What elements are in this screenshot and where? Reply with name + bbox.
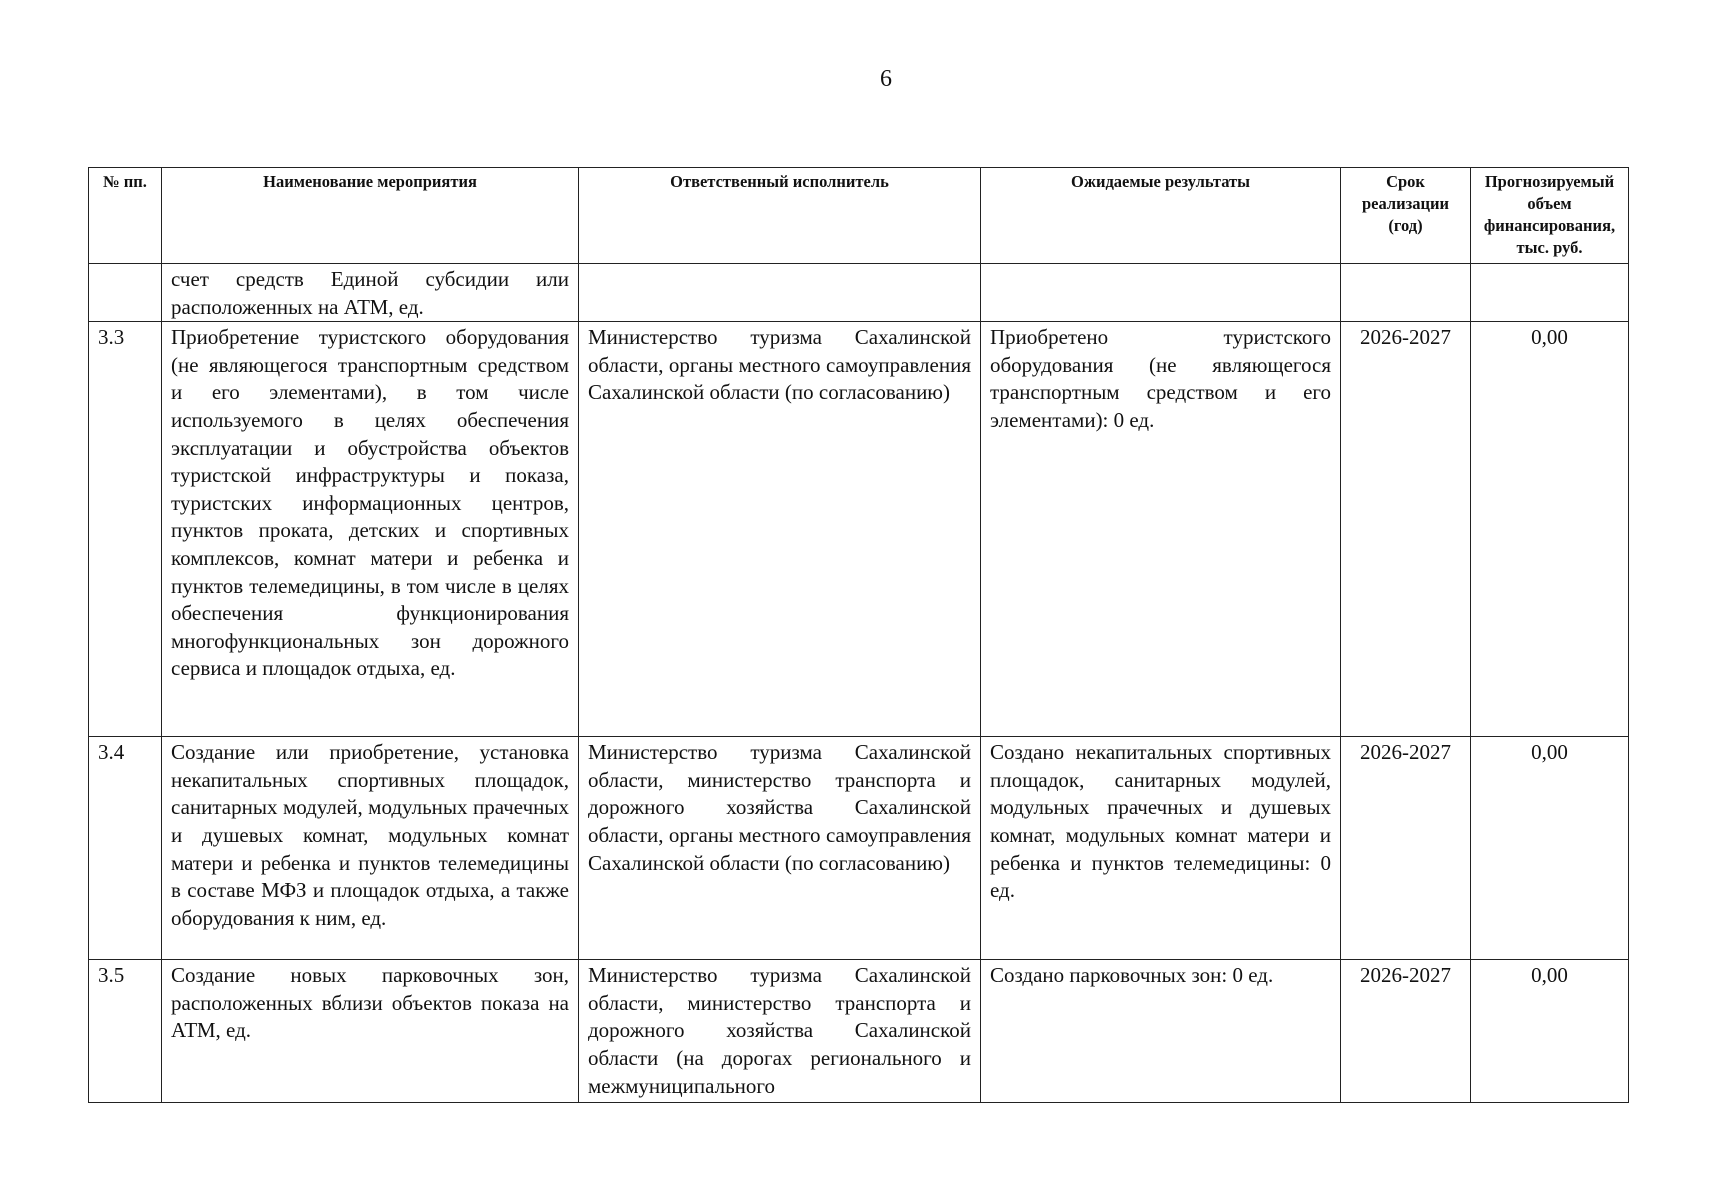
header-executor: Ответственный исполнитель — [579, 168, 981, 264]
cell-results — [981, 264, 1341, 322]
cell-num: 3.3 — [89, 322, 162, 737]
cell-results: Приобретено туристского оборудования (не являющегося транспортным средством и его элементами): 0 ед. — [981, 322, 1341, 737]
cell-num: 3.5 — [89, 960, 162, 1103]
activities-table — [88, 167, 1629, 1103]
header-num: № пп. — [89, 168, 162, 264]
cell-period: 2026-2027 — [1341, 322, 1471, 737]
cell-name: Создание новых парковочных зон, расположенных вблизи объектов показа на АТМ, ед. — [162, 960, 579, 1103]
cell-num — [89, 264, 162, 322]
cell-executor: Министерство туризма Сахалинской области, органы местного самоуправления Сахалинской области (по согласованию) — [579, 322, 981, 737]
cell-executor: Министерство туризма Сахалинской области, министерство транспорта и дорожного хозяйства Сахалинской области, органы местного самоуправления Сахалинской области (по согласованию) — [579, 737, 981, 960]
cell-period: 2026-2027 — [1341, 960, 1471, 1103]
cell-executor: Министерство туризма Сахалинской области, министерство транспорта и дорожного хозяйства Сахалинской области (на дорогах регионального и межмуниципального — [579, 960, 981, 1103]
table-row — [89, 737, 1629, 960]
header-name: Наименование мероприятия — [162, 168, 579, 264]
page-number: 6 — [880, 66, 892, 92]
table-header — [89, 168, 1629, 264]
cell-financing: 0,00 — [1471, 737, 1629, 960]
header-period: Срок реализации (год) — [1341, 168, 1471, 264]
cell-period: 2026-2027 — [1341, 737, 1471, 960]
table-row — [89, 960, 1629, 1103]
cell-name: Создание или приобретение, установка некапитальных спортивных площадок, санитарных модулей, модульных прачечных и душевых комнат, модульных комнат матери и ребенка и пунктов телемедицины в составе МФЗ и площадок отдыха, а также оборудования к ним, ед. — [162, 737, 579, 960]
cell-executor — [579, 264, 981, 322]
table-row-continuation — [89, 264, 1629, 322]
cell-financing: 0,00 — [1471, 960, 1629, 1103]
cell-name: счет средств Единой субсидии или расположенных на АТМ, ед. — [162, 264, 579, 322]
cell-name: Приобретение туристского оборудования (не являющегося транспортным средством и его элементами), в том числе используемого в целях обеспечения эксплуатации и обустройства объектов туристской инфраструктуры и показа, туристских информационных центров, пунктов проката, детских и спортивных комплексов, комнат матери и ребенка и пунктов телемедицины, в том числе в целях обеспечения функционирования многофункциональных зон дорожного сервиса и площадок отдыха, ед. — [162, 322, 579, 737]
cell-period — [1341, 264, 1471, 322]
cell-financing: 0,00 — [1471, 322, 1629, 737]
header-financing: Прогнозируемый объем финансирования, тыс. руб. — [1471, 168, 1629, 264]
header-results: Ожидаемые результаты — [981, 168, 1341, 264]
cell-results: Создано парковочных зон: 0 ед. — [981, 960, 1341, 1103]
cell-financing — [1471, 264, 1629, 322]
table-row — [89, 322, 1629, 737]
cell-num: 3.4 — [89, 737, 162, 960]
cell-results: Создано некапитальных спортивных площадок, санитарных модулей, модульных прачечных и душевых комнат, модульных комнат матери и ребенка и пунктов телемедицины: 0 ед. — [981, 737, 1341, 960]
